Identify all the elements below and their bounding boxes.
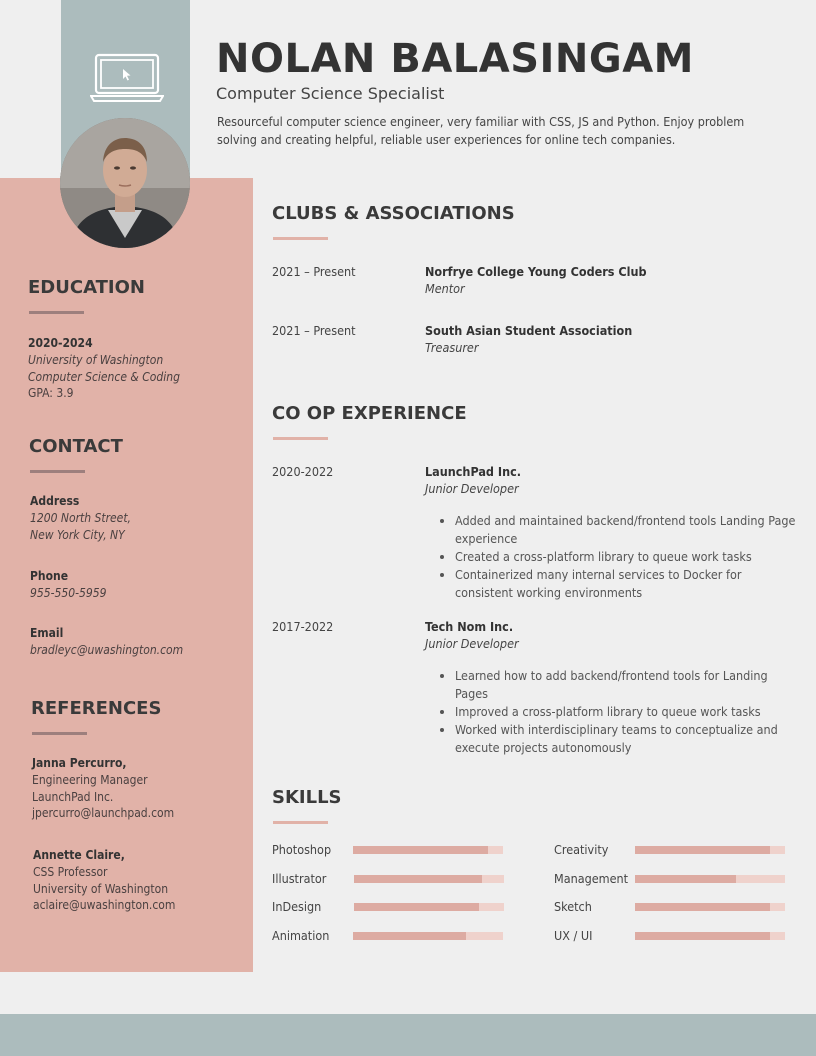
skill-bar-fill: [353, 846, 488, 854]
job-bullets: [425, 512, 800, 602]
skill-bar-track: [353, 932, 503, 940]
skill-bar-fill: [354, 875, 482, 883]
reference-title: Engineering Manager: [32, 773, 148, 787]
skill-bar-fill: [635, 932, 770, 940]
list-item: • Created a cross-platform library to queue work tasks: [455, 548, 800, 566]
club-date: 2021 – Present: [272, 264, 356, 279]
club-position: Mentor: [425, 281, 465, 296]
skill-bar-fill: [353, 932, 466, 940]
address-line1: 1200 North Street,: [30, 511, 131, 525]
skills-divider: [273, 821, 328, 824]
avatar: [60, 118, 190, 248]
job-position: Junior Developer: [425, 481, 519, 496]
footer-band: [0, 1014, 816, 1056]
list-item: • Learned how to add backend/frontend tools for Landing Pages: [455, 667, 800, 703]
summary-text: Resourceful computer science engineer, very familiar with CSS, JS and Python. Enjoy problem solving and creating helpful, reliable user experiences for online tech companies.: [217, 114, 745, 147]
skill-bar-track: [635, 846, 785, 854]
job-bullets: [425, 667, 800, 757]
job-org: LaunchPad Inc.: [425, 464, 522, 479]
contact-heading: CONTACT: [29, 436, 123, 457]
skill-bar-track: [354, 875, 504, 883]
address-label: Address: [30, 494, 80, 508]
clubs-divider: [273, 237, 328, 240]
skill-label: Animation: [272, 928, 330, 943]
coop-divider: [273, 437, 328, 440]
email-value: bradleyc@uwashington.com: [30, 643, 184, 657]
skill-bar-track: [353, 846, 503, 854]
education-years: 2020-2024: [28, 336, 93, 350]
skill-bar-fill: [635, 875, 736, 883]
education-heading: EDUCATION: [28, 277, 145, 298]
skill-label: InDesign: [272, 899, 322, 914]
reference-email: aclaire@uwashington.com: [33, 898, 176, 912]
references-divider: [32, 732, 87, 735]
reference-org: LaunchPad Inc.: [32, 790, 114, 804]
education-school: University of Washington: [28, 353, 164, 367]
skill-label: Creativity: [554, 842, 609, 857]
skill-bar-track: [354, 903, 504, 911]
club-date: 2021 – Present: [272, 323, 356, 338]
job-date: 2017-2022: [272, 619, 334, 634]
skill-bar-track: [635, 875, 785, 883]
skill-bar-fill: [635, 903, 770, 911]
reference-name: Janna Percurro,: [32, 756, 127, 770]
references-heading: REFERENCES: [31, 698, 162, 719]
job-title: Computer Science Specialist: [216, 84, 445, 103]
skill-bar-track: [635, 903, 785, 911]
full-name: NOLAN BALASINGAM: [216, 36, 694, 82]
list-item: • Improved a cross-platform library to queue work tasks: [455, 703, 800, 721]
reference-email: jpercurro@launchpad.com: [32, 806, 175, 820]
education-program: Computer Science & Coding: [28, 370, 180, 384]
skill-bar-fill: [635, 846, 770, 854]
skill-label: UX / UI: [554, 928, 593, 943]
job-position: Junior Developer: [425, 636, 519, 651]
list-item: • Added and maintained backend/frontend tools Landing Page experience: [455, 512, 800, 548]
club-position: Treasurer: [425, 340, 479, 355]
reference-name: Annette Claire,: [33, 848, 125, 862]
contact-divider: [30, 470, 85, 473]
coop-heading: CO OP EXPERIENCE: [272, 403, 467, 424]
education-divider: [29, 311, 84, 314]
reference-title: CSS Professor: [33, 865, 108, 879]
job-date: 2020-2022: [272, 464, 334, 479]
club-org: South Asian Student Association: [425, 323, 633, 338]
email-label: Email: [30, 626, 64, 640]
skill-label: Sketch: [554, 899, 592, 914]
reference-org: University of Washington: [33, 882, 169, 896]
phone-label: Phone: [30, 569, 69, 583]
address-line2: New York City, NY: [30, 528, 125, 542]
list-item: • Worked with interdisciplinary teams to conceptualize and execute projects autonomously: [455, 721, 800, 757]
laptop-icon: [90, 52, 164, 104]
skill-label: Photoshop: [272, 842, 332, 857]
education-gpa: GPA: 3.9: [28, 386, 74, 400]
profile-photo: [60, 118, 190, 248]
job-org: Tech Nom Inc.: [425, 619, 514, 634]
skill-bar-fill: [354, 903, 479, 911]
skill-label: Illustrator: [272, 871, 327, 886]
list-item: • Containerized many internal services to Docker for consistent working environments: [455, 566, 800, 602]
club-org: Norfrye College Young Coders Club: [425, 264, 647, 279]
clubs-heading: CLUBS & ASSOCIATIONS: [272, 203, 515, 224]
skills-heading: SKILLS: [272, 787, 342, 808]
phone-value: 955-550-5959: [30, 586, 107, 600]
skill-label: Management: [554, 871, 629, 886]
skill-bar-track: [635, 932, 785, 940]
